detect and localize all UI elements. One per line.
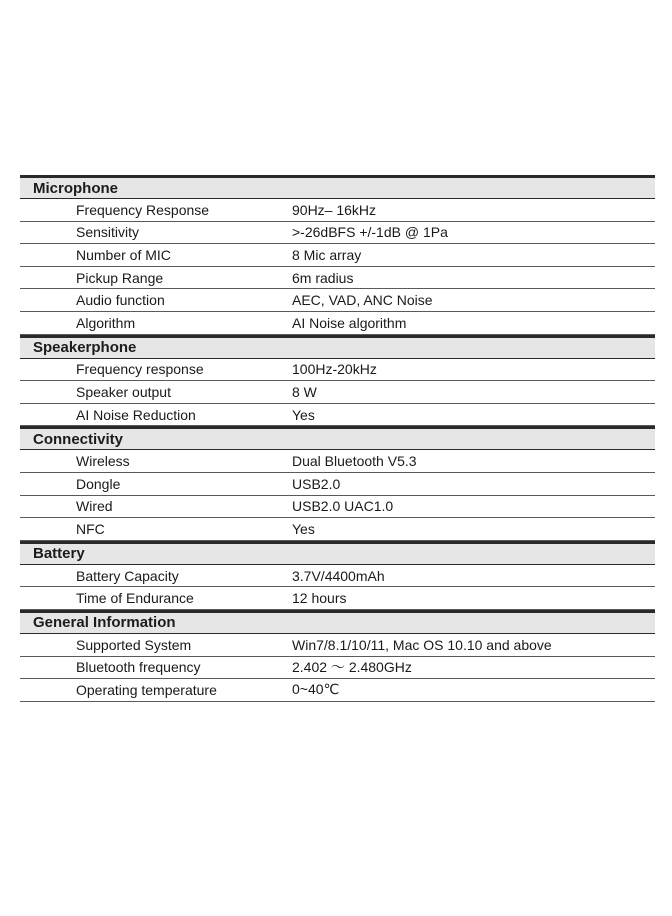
spec-value: 6m radius [292,269,354,286]
spec-row [20,199,655,222]
spec-label: Number of MIC [76,246,171,263]
spec-row [20,450,655,473]
spec-row [20,267,655,290]
spec-label: Frequency response [76,361,204,378]
spec-label: Time of Endurance [76,590,194,607]
spec-label: Speaker output [76,383,171,400]
spec-row [20,587,655,610]
spec-row [20,565,655,588]
section-header [20,541,655,565]
section-title: Battery [33,545,85,563]
spec-row [20,244,655,267]
section-header [20,175,655,199]
section-header [20,335,655,359]
spec-label: Audio function [76,292,165,309]
section-title: General Information [33,614,176,632]
spec-label: Operating temperature [76,681,217,698]
spec-value: 90Hz– 16kHz [292,201,377,218]
spec-label: AI Noise Reduction [76,406,196,423]
spec-label: Dongle [76,475,121,492]
section-header [20,426,655,450]
spec-value: 2.402 ～ 2.480GHz [292,659,412,676]
spec-value: 3.7V/4400mAh [292,567,385,584]
spec-value: 0~40℃ [292,681,340,698]
spec-label: Battery Capacity [76,567,179,584]
spec-value: USB2.0 UAC1.0 [292,498,394,515]
spec-label: Frequency Response [76,201,210,218]
section-general-information [20,610,655,702]
spec-value: USB2.0 [292,475,341,492]
spec-value: 8 W [292,383,317,400]
spec-row [20,634,655,657]
section-battery [20,541,655,610]
spec-label: Sensitivity [76,224,140,241]
spec-value: Yes [292,406,315,423]
section-header [20,610,655,634]
spec-value: AEC, VAD, ANC Noise [292,292,433,309]
spec-row [20,496,655,519]
spec-row [20,404,655,427]
spec-row [20,289,655,312]
section-title: Connectivity [33,430,124,448]
spec-label: Pickup Range [76,269,164,286]
section-title: Microphone [33,179,118,197]
spec-value: Win7/8.1/10/11, Mac OS 10.10 and above [292,636,552,653]
spec-value: >-26dBFS +/-1dB @ 1Pa [292,224,448,241]
spec-row [20,381,655,404]
spec-label: Algorithm [76,314,136,331]
spec-value: AI Noise algorithm [292,314,407,331]
section-speakerphone [20,335,655,427]
spec-row [20,473,655,496]
spec-label: NFC [76,520,105,537]
spec-row [20,359,655,382]
spec-value: 8 Mic array [292,246,362,263]
spec-row [20,657,655,680]
spec-label: Wireless [76,453,130,470]
spec-table [20,175,655,702]
spec-label: Supported System [76,636,192,653]
section-connectivity [20,426,655,540]
spec-value: 12 hours [292,590,347,607]
spec-row [20,222,655,245]
spec-row [20,679,655,702]
spec-label: Wired [76,498,113,515]
section-title: Speakerphone [33,339,137,357]
spec-value: 100Hz-20kHz [292,361,377,378]
spec-row [20,518,655,541]
section-microphone [20,175,655,335]
spec-label: Bluetooth frequency [76,659,201,676]
spec-value: Dual Bluetooth V5.3 [292,453,417,470]
spec-value: Yes [292,520,315,537]
spec-row [20,312,655,335]
